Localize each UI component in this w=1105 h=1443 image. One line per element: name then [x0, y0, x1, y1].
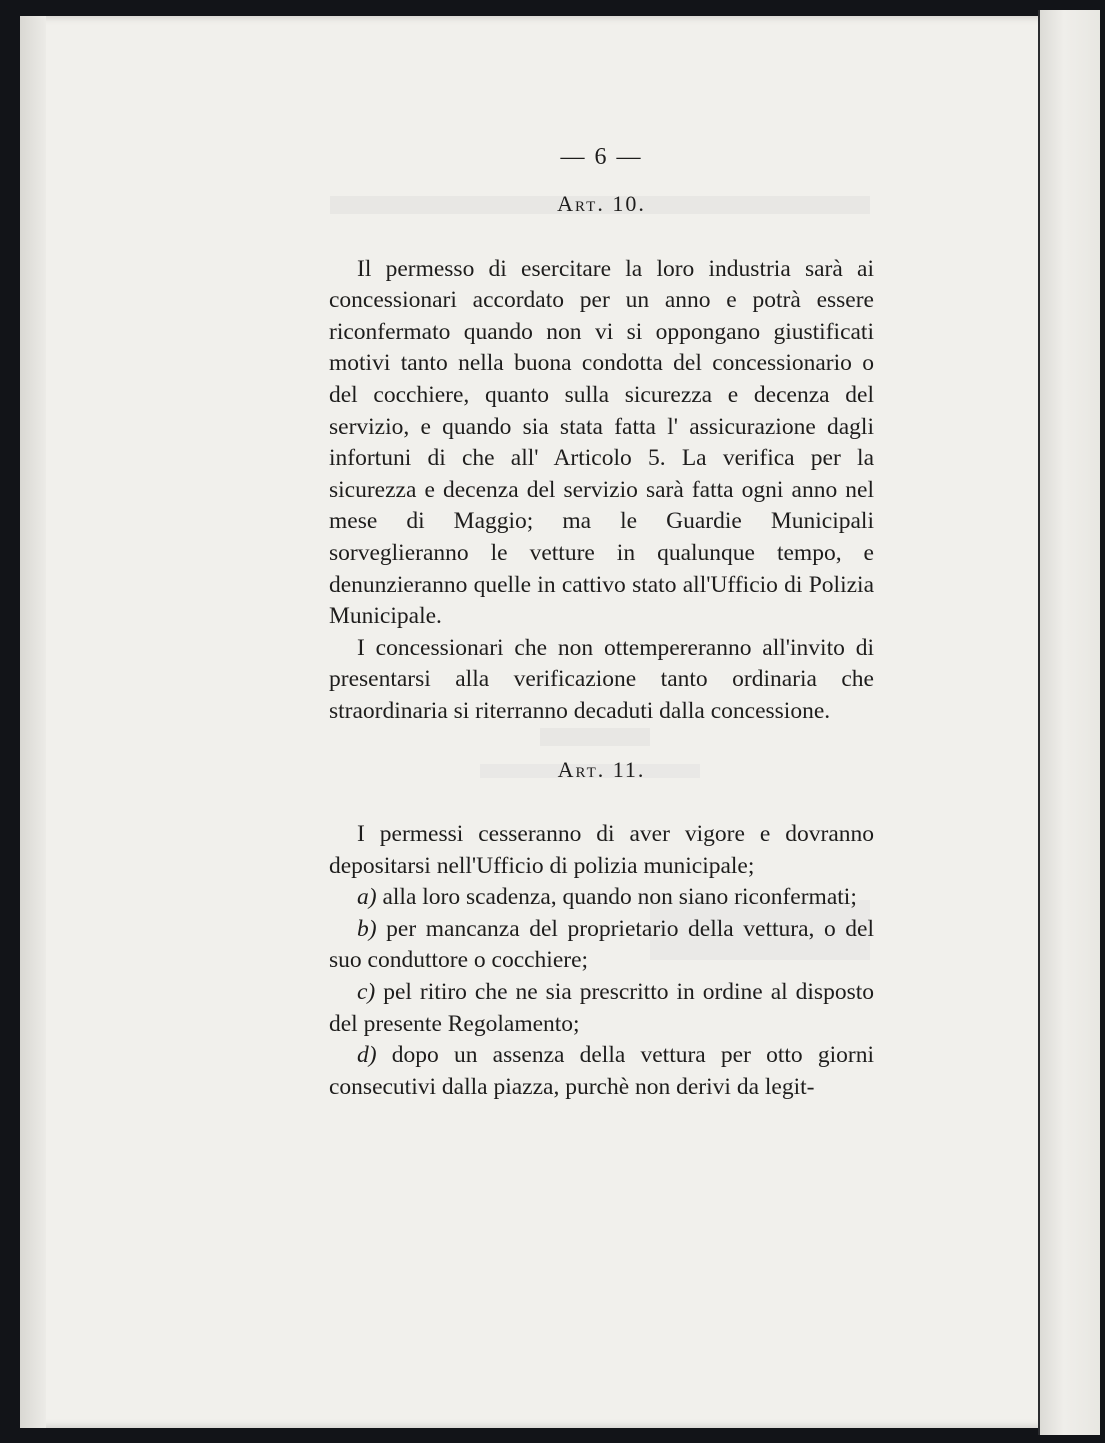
item-text: alla loro scadenza, quando non siano riconfermati;	[382, 884, 857, 911]
article-10-paragraph-2: I concessionari che non ottempereranno all'invito di presentarsi alla verificazione tanto ordinaria che straordinaria si riterranno decaduti dalla concessione.	[329, 634, 874, 724]
page-text	[329, 130, 874, 1103]
page-number: — 6 —	[560, 144, 643, 170]
item-marker: b)	[357, 915, 377, 942]
item-marker: d)	[357, 1042, 377, 1069]
next-page-edge	[1038, 10, 1100, 1435]
page-gutter	[20, 16, 46, 1428]
article-11-intro: I permessi cesseranno di aver vigore e dovranno depositarsi nell'Ufficio di polizia municipale;	[329, 821, 874, 879]
item-marker: a)	[357, 884, 377, 911]
item-text: pel ritiro che ne sia prescritto in ordine al disposto del presente Regolamento;	[329, 979, 874, 1037]
item-text: dopo un assenza della vettura per otto giorni consecutivi dalla piazza, purchè non derivi da legit-	[329, 1042, 875, 1100]
item-text: per mancanza del proprietario della vettura, o del suo conduttore o cocchiere;	[329, 915, 874, 974]
article-11-item-a	[329, 882, 874, 914]
article-11-item-d	[329, 1040, 874, 1103]
article-11-heading: Art. 11.	[557, 756, 646, 782]
article-11-item-b	[329, 914, 874, 977]
article-11-item-c	[329, 977, 874, 1040]
item-marker: c)	[357, 979, 376, 1006]
article-10-heading: Art. 10.	[557, 191, 646, 216]
article-10-paragraph-1: Il permesso di esercitare la loro industria sarà ai concessionari accordato per un anno e potrà essere riconfermato quando non vi si oppongano giustificati motivi tanto nella buona condotta del concessionario o del cocchiere, quanto sulla sicurezza e decenza del servizio, e quando sia stata fatta l' assicurazione dagli infortuni di che all' Articolo 5. La verifica per la sicurezza e decenza del servizio sarà fatta ogni anno nel mese di Maggio; ma le Guardie Municipali sorveglieranno le vetture in qualunque tempo, e denunzieranno quelle in cattivo stato all'Ufficio di Polizia Municipale.	[329, 255, 874, 630]
